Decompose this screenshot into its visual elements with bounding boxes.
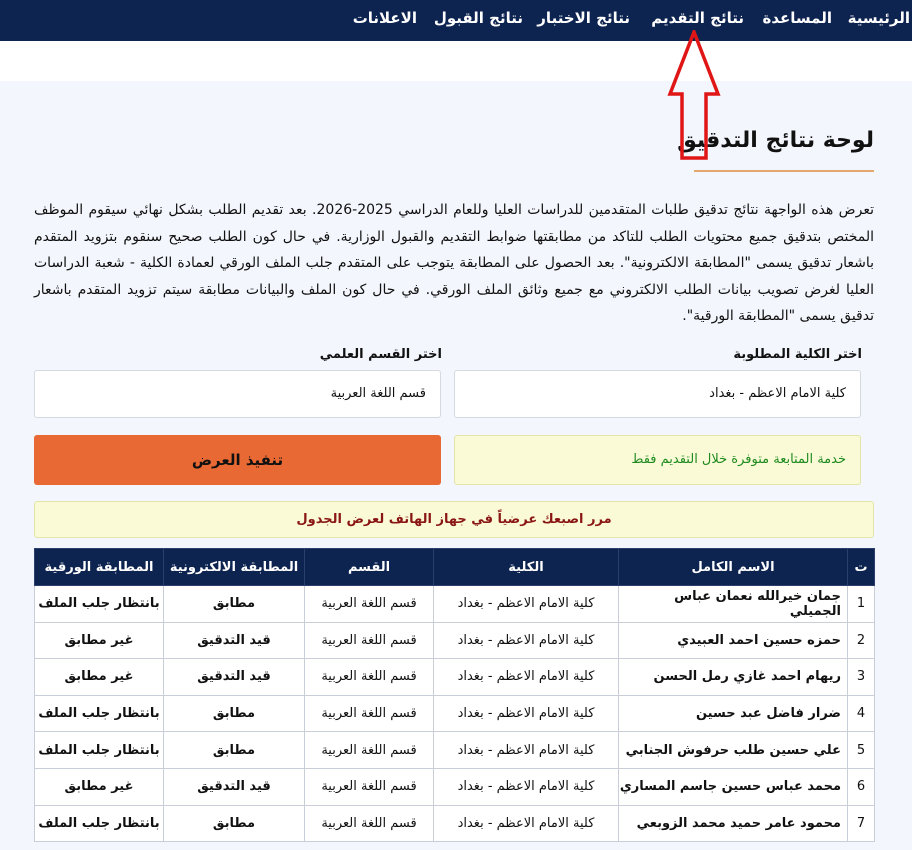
cell-college: كلية الامام الاعظم - بغداد	[434, 695, 619, 732]
cell-number: 2	[848, 622, 875, 659]
results-table	[34, 548, 875, 842]
cell-department: قسم اللغة العربية	[305, 622, 434, 659]
cell-electronic-match: قيد التدقيق	[164, 622, 305, 659]
cell-electronic-match: مطابق	[164, 586, 305, 623]
cell-department: قسم اللغة العربية	[305, 659, 434, 696]
cell-college: كلية الامام الاعظم - بغداد	[434, 805, 619, 842]
nav-home[interactable]: الرئيسية	[847, 9, 910, 27]
cell-college: كلية الامام الاعظم - بغداد	[434, 622, 619, 659]
cell-full-name: جمان خيرالله نعمان عباس الجميلي	[619, 586, 848, 623]
title-underline	[694, 170, 874, 172]
cell-number: 1	[848, 586, 875, 623]
col-header-full-name: الاسم الكامل	[619, 549, 848, 586]
table-row	[35, 622, 875, 659]
cell-paper-match: بانتظار جلب الملف	[35, 805, 164, 842]
table-row	[35, 732, 875, 769]
cell-department: قسم اللغة العربية	[305, 768, 434, 805]
cell-paper-match: بانتظار جلب الملف	[35, 732, 164, 769]
cell-paper-match: غير مطابق	[35, 659, 164, 696]
cell-paper-match: بانتظار جلب الملف	[35, 695, 164, 732]
nav-help[interactable]: المساعدة	[762, 9, 832, 27]
cell-department: قسم اللغة العربية	[305, 805, 434, 842]
col-header-electronic-match: المطابقة الالكترونية	[164, 549, 305, 586]
cell-college: كلية الامام الاعظم - بغداد	[434, 768, 619, 805]
college-label: اختر الكلية المطلوبة	[733, 347, 862, 362]
cell-number: 4	[848, 695, 875, 732]
cell-department: قسم اللغة العربية	[305, 732, 434, 769]
department-label: اختر القسم العلمي	[319, 347, 442, 362]
cell-full-name: علي حسين طلب حرفوش الجنابي	[619, 732, 848, 769]
table-row	[35, 586, 875, 623]
department-select[interactable]: قسم اللغة العربية	[34, 370, 441, 418]
cell-paper-match: بانتظار جلب الملف	[35, 586, 164, 623]
top-navbar	[0, 0, 912, 41]
table-row	[35, 768, 875, 805]
cell-full-name: حمزه حسين احمد العبيدي	[619, 622, 848, 659]
cell-number: 6	[848, 768, 875, 805]
col-header-college: الكلية	[434, 549, 619, 586]
nav-announcements[interactable]: الاعلانات	[352, 9, 417, 27]
col-header-department: القسم	[305, 549, 434, 586]
cell-paper-match: غير مطابق	[35, 622, 164, 659]
page-title: لوحة نتائج التدقيق	[677, 128, 874, 153]
table-row	[35, 659, 875, 696]
col-header-paper-match: المطابقة الورقية	[35, 549, 164, 586]
cell-number: 7	[848, 805, 875, 842]
intro-paragraph: تعرض هذه الواجهة نتائج تدقيق طلبات المتقدمين للدراسات العليا وللعام الدراسي 2025-2026. بعد تقديم الطلب بشكل نهائي سيقوم الموظف المختص بتدقيق جميع محتويات الطلب للتاكد من مطابقتها ضوابط التقديم والقبول الوزارية. في حال كون الطلب صحيح سنقوم بتزويد المتقدم باشعار تدقيق يسمى "المطابقة الالكترونية". بعد الحصول على المطابقة يتوجب على المتقدم جلب الملف الورقي لعمادة الكلية - شعبة الدراسات العليا لغرض تصويب بيانات الطلب الالكتروني مع جميع وثائق الملف الورقي. في حال كون الملف والبيانات مطابقة سيتم تزويد المتقدم باشعار تدقيق يسمى "المطابقة الورقية".	[34, 202, 874, 324]
cell-number: 3	[848, 659, 875, 696]
availability-notice: خدمة المتابعة متوفرة خلال التقديم فقط	[454, 435, 861, 485]
cell-college: كلية الامام الاعظم - بغداد	[434, 586, 619, 623]
cell-number: 5	[848, 732, 875, 769]
nav-exam-results[interactable]: نتائج الاختبار	[537, 9, 630, 27]
cell-electronic-match: مطابق	[164, 805, 305, 842]
cell-full-name: ريهام احمد غازي رمل الحسن	[619, 659, 848, 696]
table-row	[35, 805, 875, 842]
header-spacer	[0, 41, 912, 81]
cell-full-name: محمود عامر حميد محمد الزوبعي	[619, 805, 848, 842]
cell-full-name: محمد عباس حسين جاسم المساري	[619, 768, 848, 805]
col-header-number: ت	[848, 549, 875, 586]
cell-paper-match: غير مطابق	[35, 768, 164, 805]
cell-electronic-match: مطابق	[164, 695, 305, 732]
cell-electronic-match: قيد التدقيق	[164, 768, 305, 805]
table-header-row	[35, 549, 875, 586]
cell-college: كلية الامام الاعظم - بغداد	[434, 732, 619, 769]
cell-department: قسم اللغة العربية	[305, 586, 434, 623]
cell-electronic-match: مطابق	[164, 732, 305, 769]
college-select[interactable]: كلية الامام الاعظم - بغداد	[454, 370, 861, 418]
cell-electronic-match: قيد التدقيق	[164, 659, 305, 696]
cell-department: قسم اللغة العربية	[305, 695, 434, 732]
nav-admission-results[interactable]: نتائج القبول	[433, 9, 523, 27]
execute-view-button[interactable]: تنفيذ العرض	[34, 435, 441, 485]
cell-full-name: ضرار فاضل عبد حسين	[619, 695, 848, 732]
nav-application-results[interactable]: نتائج التقديم	[651, 9, 744, 27]
table-row	[35, 695, 875, 732]
swipe-hint: مرر اصبعك عرضياً في جهاز الهاتف لعرض الجدول	[34, 501, 874, 538]
cell-college: كلية الامام الاعظم - بغداد	[434, 659, 619, 696]
